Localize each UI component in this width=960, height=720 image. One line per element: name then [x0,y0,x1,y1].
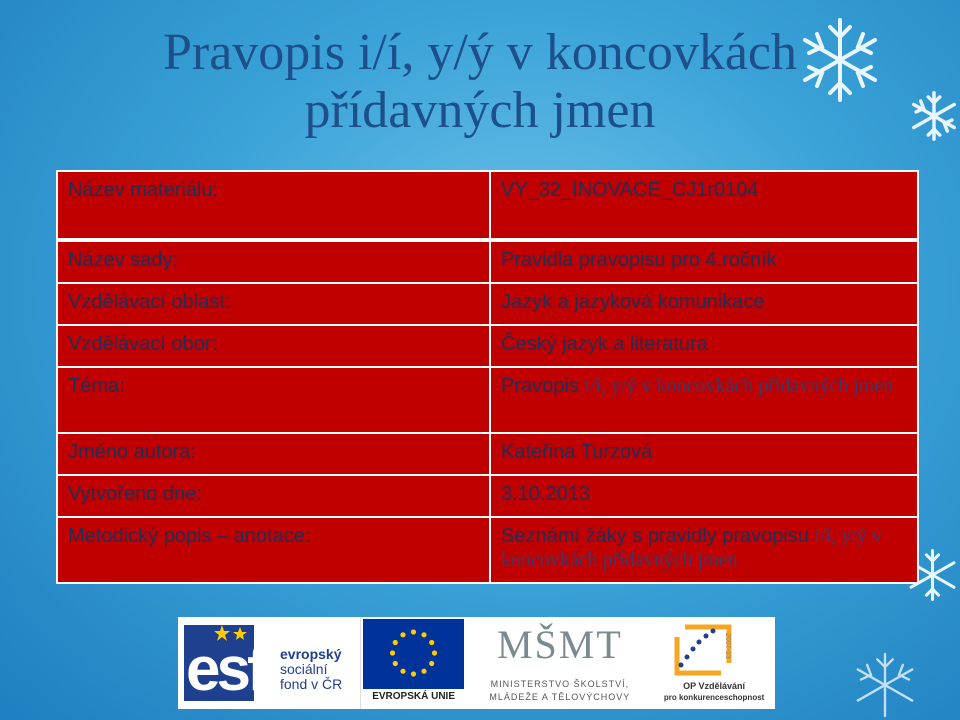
row-label: Název materiálu: [57,171,490,240]
table-row [57,433,918,475]
op-caption-line2: pro konkurenceschopnost [663,693,765,702]
row-value: Seznámí žáky s pravidly pravopisu i/í, y/ý v koncovkách přídavných jmen [490,517,918,583]
table-row [57,475,918,517]
row-value: Jazyk a jazyková komunikace [490,283,918,325]
msmt-logo [467,617,654,709]
row-label: Vzdělávací oblast: [57,283,490,325]
row-label: Jméno autora: [57,433,490,475]
row-value: 3.10.2013 [490,475,918,517]
table-row [57,171,918,240]
esf-mark: esf [186,635,264,704]
slide-title-line1: Pravopis i/í, y/ý v koncovkách [162,24,798,81]
msmt-mark: MŠMT [496,622,623,667]
msmt-caption-line1: MINISTERSTVO ŠKOLSTVÍ, [490,679,630,689]
op-emblem-icon [663,621,743,679]
row-value: Pravopis i/í, y/ý v koncovkách přídavných jmen [490,367,918,433]
op-side-text: 2007-13 [724,633,732,659]
row-label: Vzdělávací obor: [57,325,490,367]
slide-title [0,24,960,140]
esf-text-line3: fond v ČR [280,676,343,692]
row-label: Téma: [57,367,490,433]
table-row [57,517,918,583]
snowflake-decoration-icon [845,650,925,720]
esf-text-line2: sociální [280,661,328,677]
table-row [57,325,918,367]
eu-flag-icon [363,619,464,689]
row-label: Metodický popis – anotace: [57,517,490,583]
esf-logo [178,617,360,709]
slide-title-line2: přídavných jmen [304,82,656,139]
row-value: Kateřina Turzová [490,433,918,475]
row-value: Český jazyk a literatura [490,325,918,367]
esf-text-line1: evropský [280,646,342,662]
table-row [57,367,918,433]
row-label: Vytvořeno dne: [57,475,490,517]
metadata-table [56,170,919,584]
row-value: VY_32_INOVACE_CJ1r0104 [490,171,918,240]
row-value: Pravidla pravopisu pro 4.ročník [490,240,918,283]
funding-logos-bar [178,617,775,709]
eu-caption: EVROPSKÁ UNIE [372,691,455,702]
msmt-caption-line2: MLÁDEŽE A TĚLOVÝCHOVY [489,692,631,702]
eu-logo [360,617,467,709]
op-caption-line1: OP Vzdělávání [683,681,746,691]
row-label: Název sady: [57,240,490,283]
table-row [57,240,918,283]
table-row [57,283,918,325]
op-logo [653,617,775,709]
